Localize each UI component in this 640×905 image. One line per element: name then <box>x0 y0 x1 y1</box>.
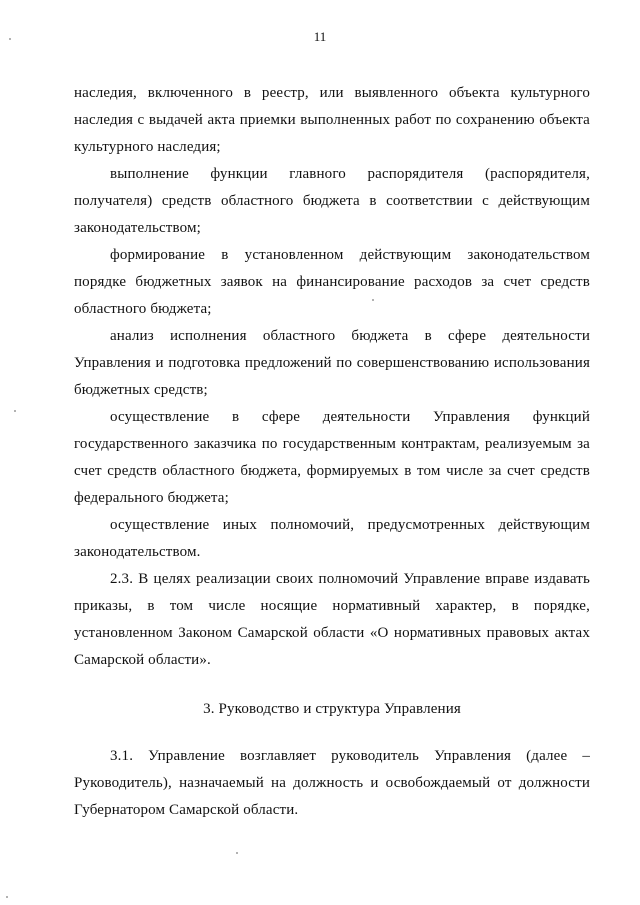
paragraph: 2.3. В целях реализации своих полномочий Управление вправе издавать приказы, в том числе носящие нормативный характер, в порядке, установленном Законом Самарской области «О нормативных правовых актах Самарской области». <box>74 571 590 668</box>
section-heading: 3. Руководство и структура Управления <box>203 701 461 717</box>
scan-speck <box>9 38 11 40</box>
paragraph: наследия, включенного в реестр, или выявленного объекта культурного наследия с выдачей акта приемки выполненных работ по сохранению объекта культурного наследия; <box>74 85 590 155</box>
page-number: 11 <box>313 29 327 44</box>
scan-speck <box>6 896 8 898</box>
paragraph: формирование в установленном действующим законодательством порядке бюджетных заявок на финансирование расходов за счет средств областного бюджета; <box>74 247 590 317</box>
paragraph: выполнение функции главного распорядителя (распорядителя, получателя) средств областного бюджета в соответствии с действующим законодательством; <box>74 166 590 236</box>
scan-speck <box>236 852 238 854</box>
paragraph: осуществление в сфере деятельности Управления функций государственного заказчика по государственным контрактам, реализуемым за счет средств областного бюджета, формируемых в том числе за счет средств федерального бюджета; <box>74 409 590 506</box>
paragraph: осуществление иных полномочий, предусмотренных действующим законодательством. <box>74 517 590 560</box>
document-body <box>74 80 590 824</box>
paragraph: анализ исполнения областного бюджета в сфере деятельности Управления и подготовка предложений по совершенствованию использования бюджетных средств; <box>74 328 590 398</box>
scan-speck <box>372 299 374 301</box>
scan-speck <box>14 410 16 412</box>
paragraph: 3.1. Управление возглавляет руководитель Управления (далее – Руководитель), назначаемый на должность и освобождаемый от должности Губернатором Самарской области. <box>74 748 590 818</box>
